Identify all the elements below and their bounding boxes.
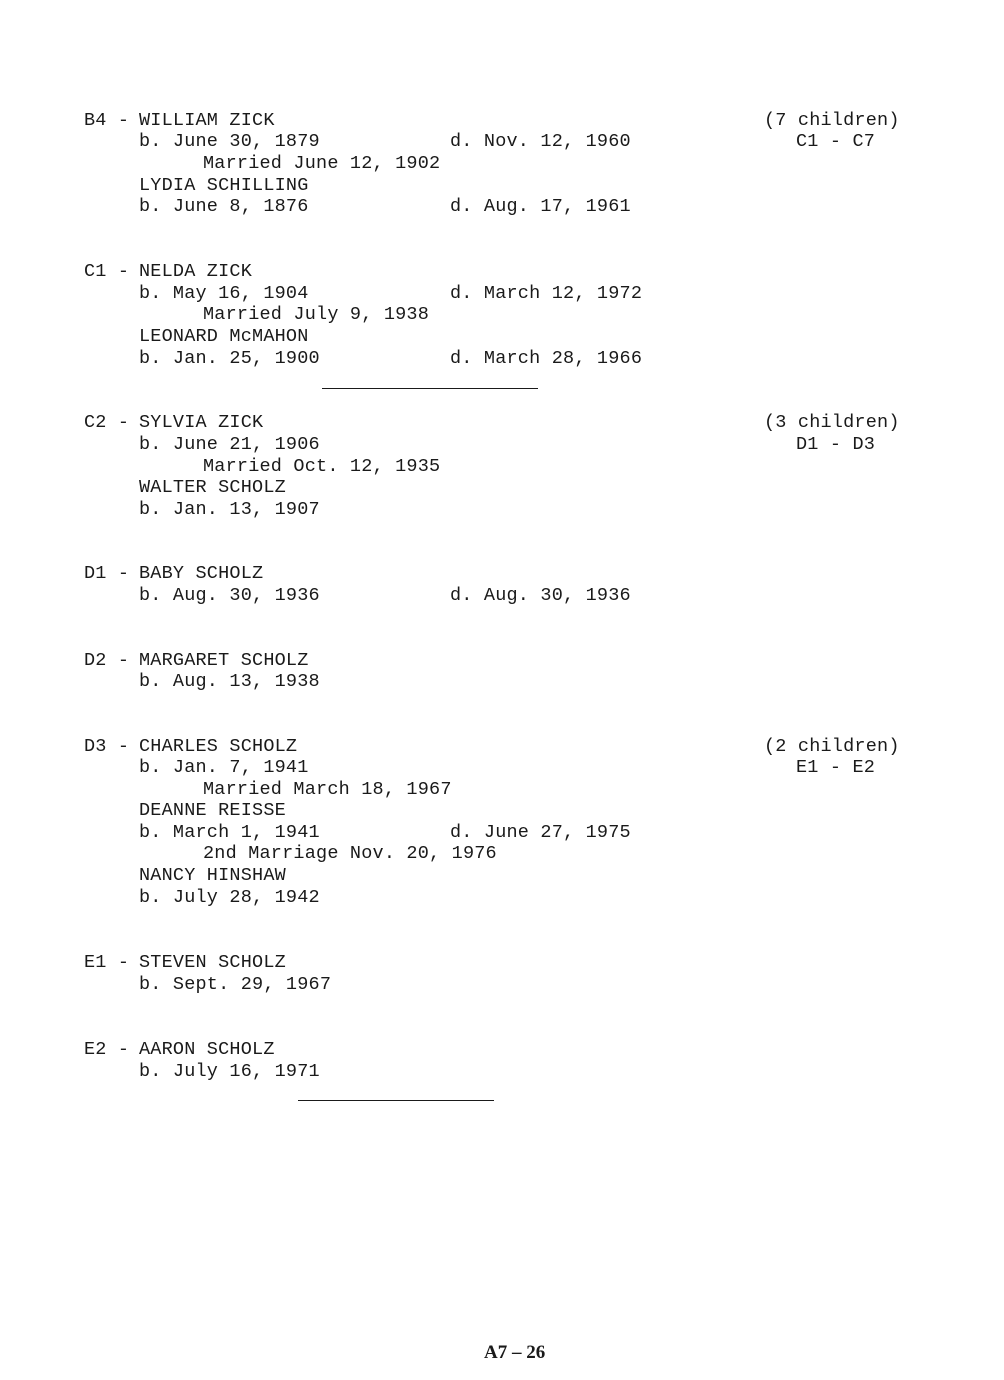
entry-label: B4 - <box>84 110 130 131</box>
page-number: A7 – 26 <box>484 1342 546 1363</box>
spouse-death-date: d. March 28, 1966 <box>450 348 643 369</box>
spouse-birth-date: b. Jan. 25, 1900 <box>139 348 320 369</box>
spouse-death-date: d. June 27, 1975 <box>450 822 631 843</box>
spouse-birth-date: b. June 8, 1876 <box>139 196 309 217</box>
person-name: SYLVIA ZICK <box>139 412 264 433</box>
spouse-name: LEONARD McMAHON <box>139 326 309 347</box>
birth-date: b. Aug. 30, 1936 <box>139 585 320 606</box>
person-name: CHARLES SCHOLZ <box>139 736 298 757</box>
marriage-date: Married June 12, 1902 <box>203 153 441 174</box>
person-name: NELDA ZICK <box>139 261 253 282</box>
entry-label: D2 - <box>84 650 130 671</box>
second-spouse-birth-date: b. July 28, 1942 <box>139 887 320 908</box>
entry-label: D3 - <box>84 736 130 757</box>
children-range: D1 - D3 <box>796 434 876 455</box>
children-count: (2 children) <box>764 736 900 757</box>
birth-date: b. June 30, 1879 <box>139 131 320 152</box>
second-marriage-date: 2nd Marriage Nov. 20, 1976 <box>203 843 497 864</box>
death-date: d. Aug. 30, 1936 <box>450 585 631 606</box>
marriage-date: Married July 9, 1938 <box>203 304 430 325</box>
children-count: (3 children) <box>764 412 900 433</box>
section-divider <box>322 388 538 389</box>
entry-label: D1 - <box>84 563 130 584</box>
death-date: d. March 12, 1972 <box>450 283 643 304</box>
person-name: AARON SCHOLZ <box>139 1039 275 1060</box>
birth-date: b. Jan. 7, 1941 <box>139 757 309 778</box>
birth-date: b. Sept. 29, 1967 <box>139 974 332 995</box>
spouse-name: LYDIA SCHILLING <box>139 175 309 196</box>
birth-date: b. May 16, 1904 <box>139 283 309 304</box>
entry-label: E1 - <box>84 952 130 973</box>
person-name: WILLIAM ZICK <box>139 110 275 131</box>
spouse-birth-date: b. Jan. 13, 1907 <box>139 499 320 520</box>
person-name: BABY SCHOLZ <box>139 563 264 584</box>
person-name: STEVEN SCHOLZ <box>139 952 286 973</box>
section-divider <box>298 1100 494 1101</box>
spouse-name: DEANNE REISSE <box>139 800 286 821</box>
birth-date: b. Aug. 13, 1938 <box>139 671 320 692</box>
spouse-death-date: d. Aug. 17, 1961 <box>450 196 631 217</box>
spouse-birth-date: b. March 1, 1941 <box>139 822 320 843</box>
children-count: (7 children) <box>764 110 900 131</box>
marriage-date: Married Oct. 12, 1935 <box>203 456 441 477</box>
birth-date: b. July 16, 1971 <box>139 1061 320 1082</box>
children-range: E1 - E2 <box>796 757 876 778</box>
death-date: d. Nov. 12, 1960 <box>450 131 631 152</box>
spouse-name: WALTER SCHOLZ <box>139 477 286 498</box>
second-spouse-name: NANCY HINSHAW <box>139 865 286 886</box>
entry-label: E2 - <box>84 1039 130 1060</box>
entry-label: C2 - <box>84 412 130 433</box>
marriage-date: Married March 18, 1967 <box>203 779 452 800</box>
children-range: C1 - C7 <box>796 131 876 152</box>
person-name: MARGARET SCHOLZ <box>139 650 309 671</box>
birth-date: b. June 21, 1906 <box>139 434 320 455</box>
entry-label: C1 - <box>84 261 130 282</box>
